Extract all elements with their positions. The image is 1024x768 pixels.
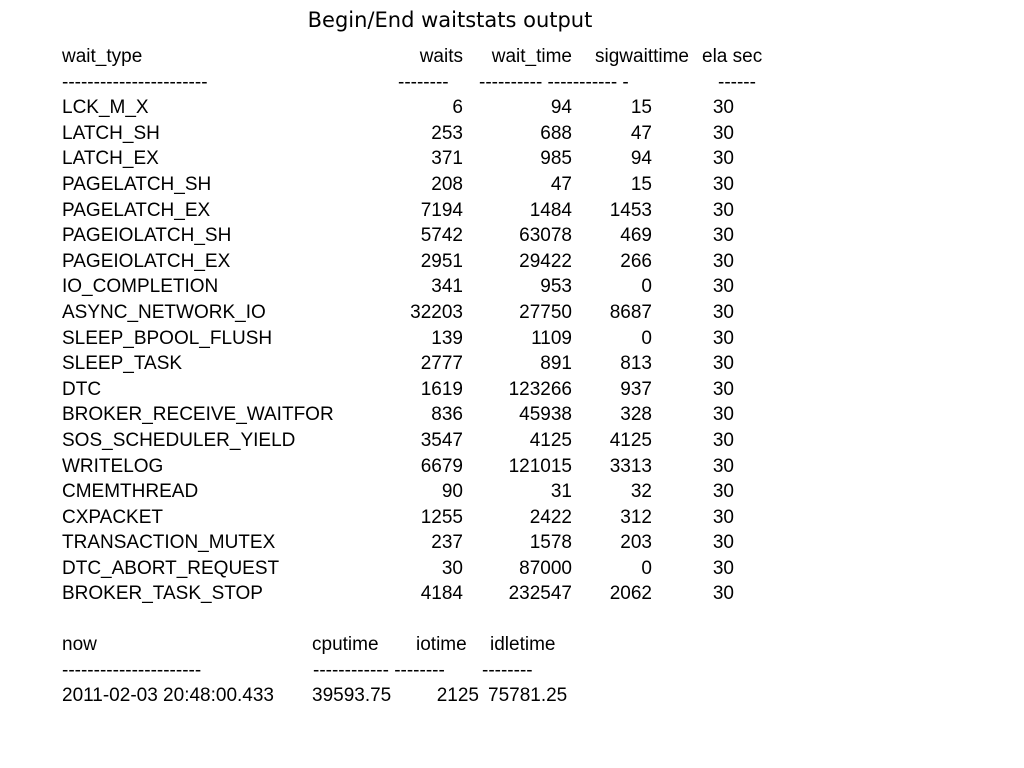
cell-ela-sec: 30 (712, 404, 734, 426)
cell-waits: 341 (431, 276, 463, 298)
table-row (62, 351, 782, 377)
cell-waits: 139 (431, 327, 463, 349)
table-row (62, 172, 782, 198)
summary-value-row (62, 683, 662, 709)
cell-wait-time: 688 (540, 122, 572, 144)
table-row (62, 402, 782, 428)
cell-sigwaittime: 266 (620, 250, 652, 272)
cell-ela-sec: 30 (712, 557, 734, 579)
cell-sigwaittime: 469 (620, 225, 652, 247)
cell-wait-type: LATCH_SH (62, 122, 160, 144)
table-row (62, 581, 782, 607)
value-iotime: 2125 (436, 685, 479, 707)
header-now: now (62, 634, 97, 655)
cell-sigwaittime: 312 (620, 506, 652, 528)
cell-wait-time: 63078 (519, 225, 572, 247)
cell-wait-type: PAGEIOLATCH_SH (62, 225, 232, 247)
cell-waits: 1255 (420, 506, 463, 528)
cell-wait-type: TRANSACTION_MUTEX (62, 532, 276, 554)
cell-wait-type: SLEEP_BPOOL_FLUSH (62, 327, 273, 349)
separator-ela-sec: ------ (718, 71, 756, 93)
cell-wait-type: BROKER_RECEIVE_WAITFOR (62, 404, 334, 426)
cell-sigwaittime: 0 (641, 276, 652, 298)
header-ela-sec: ela sec (702, 46, 763, 67)
cell-ela-sec: 30 (712, 583, 734, 605)
separator-wait-type: ----------------------- (62, 71, 208, 93)
cell-wait-type: BROKER_TASK_STOP (62, 583, 263, 605)
page-title: Begin/End waitstats output (307, 8, 593, 32)
cell-wait-time: 94 (550, 97, 572, 119)
cell-wait-time: 1578 (529, 532, 572, 554)
cell-wait-type: LATCH_EX (62, 148, 159, 170)
cell-ela-sec: 30 (712, 481, 734, 503)
cell-sigwaittime: 4125 (609, 429, 652, 451)
table-row (62, 249, 782, 275)
waitstats-header-row (62, 44, 782, 70)
value-idletime: 75781.25 (488, 685, 568, 707)
cell-wait-type: CMEMTHREAD (62, 481, 199, 503)
table-row (62, 326, 782, 352)
cell-wait-time: 2422 (529, 506, 572, 528)
separator-wait-time-sig: ---------- ----------- - (479, 71, 629, 93)
cell-sigwaittime: 32 (630, 481, 652, 503)
cell-wait-type: CXPACKET (62, 506, 164, 528)
table-row (62, 146, 782, 172)
cell-ela-sec: 30 (712, 199, 734, 221)
cell-wait-time: 1484 (529, 199, 572, 221)
waitstats-separator-row (62, 70, 782, 96)
value-now: 2011-02-03 20:48:00.433 (62, 685, 274, 707)
separator-waits: -------- (398, 71, 449, 93)
cell-ela-sec: 30 (712, 506, 734, 528)
waitstats-body (62, 95, 782, 607)
value-cputime: 39593.75 (312, 685, 392, 707)
cell-ela-sec: 30 (712, 353, 734, 375)
cell-ela-sec: 30 (712, 378, 734, 400)
cell-ela-sec: 30 (712, 429, 734, 451)
cell-wait-time: 47 (550, 173, 572, 195)
cell-wait-time: 45938 (519, 404, 572, 426)
cell-ela-sec: 30 (712, 455, 734, 477)
table-row (62, 300, 782, 326)
cell-sigwaittime: 0 (641, 327, 652, 349)
cell-wait-time: 123266 (508, 378, 572, 400)
header-iotime: iotime (416, 634, 467, 655)
cell-wait-type: WRITELOG (62, 455, 164, 477)
cell-wait-type: PAGELATCH_SH (62, 173, 212, 195)
cell-waits: 1619 (420, 378, 463, 400)
cell-wait-type: ASYNC_NETWORK_IO (62, 301, 266, 323)
cell-wait-type: PAGELATCH_EX (62, 199, 211, 221)
cell-ela-sec: 30 (712, 148, 734, 170)
cell-wait-time: 29422 (519, 250, 572, 272)
cell-waits: 90 (441, 481, 463, 503)
header-wait-type: wait_type (62, 46, 143, 67)
table-row (62, 479, 782, 505)
header-waits: waits (419, 46, 463, 67)
cell-wait-time: 27750 (519, 301, 572, 323)
cell-sigwaittime: 15 (630, 173, 652, 195)
cell-ela-sec: 30 (712, 250, 734, 272)
cell-wait-type: PAGEIOLATCH_EX (62, 250, 231, 272)
cell-sigwaittime: 94 (630, 148, 652, 170)
table-row (62, 505, 782, 531)
table-row (62, 428, 782, 454)
cell-wait-type: SOS_SCHEDULER_YIELD (62, 429, 296, 451)
table-row (62, 556, 782, 582)
cell-waits: 6 (452, 97, 463, 119)
cell-wait-time: 232547 (508, 583, 572, 605)
cell-wait-type: IO_COMPLETION (62, 276, 219, 298)
cell-ela-sec: 30 (712, 225, 734, 247)
cell-wait-time: 891 (540, 353, 572, 375)
cell-wait-time: 4125 (529, 429, 572, 451)
cell-sigwaittime: 328 (620, 404, 652, 426)
header-wait-time: wait_time (491, 46, 572, 67)
table-row (62, 198, 782, 224)
cell-ela-sec: 30 (712, 532, 734, 554)
cell-waits: 2777 (420, 353, 463, 375)
cell-wait-type: SLEEP_TASK (62, 353, 183, 375)
cell-waits: 371 (431, 148, 463, 170)
cell-sigwaittime: 47 (630, 122, 652, 144)
cell-sigwaittime: 813 (620, 353, 652, 375)
cell-sigwaittime: 3313 (609, 455, 652, 477)
table-row (62, 530, 782, 556)
cell-wait-time: 121015 (508, 455, 572, 477)
table-row (62, 95, 782, 121)
summary-header-row (62, 632, 662, 658)
waitstats-table (62, 44, 782, 607)
cell-sigwaittime: 1453 (609, 199, 652, 221)
cell-waits: 4184 (420, 583, 463, 605)
cell-waits: 3547 (420, 429, 463, 451)
cell-wait-type: LCK_M_X (62, 97, 149, 119)
cell-waits: 32203 (410, 301, 463, 323)
cell-ela-sec: 30 (712, 173, 734, 195)
separator-idle: -------- (482, 659, 533, 681)
cell-ela-sec: 30 (712, 97, 734, 119)
cell-wait-time: 31 (550, 481, 572, 503)
separator-now: ---------------------- (62, 659, 202, 681)
cell-wait-type: DTC (62, 378, 102, 400)
table-row (62, 274, 782, 300)
cell-waits: 30 (441, 557, 463, 579)
separator-cpu-io: ------------ -------- (313, 659, 445, 681)
summary-separator-row (62, 658, 662, 684)
cell-ela-sec: 30 (712, 327, 734, 349)
cell-sigwaittime: 0 (641, 557, 652, 579)
table-row (62, 377, 782, 403)
cell-sigwaittime: 937 (620, 378, 652, 400)
cell-sigwaittime: 2062 (609, 583, 652, 605)
summary-table (62, 632, 662, 709)
cell-ela-sec: 30 (712, 276, 734, 298)
cell-ela-sec: 30 (712, 301, 734, 323)
cell-wait-time: 953 (540, 276, 572, 298)
cell-waits: 2951 (420, 250, 463, 272)
table-row (62, 223, 782, 249)
cell-waits: 253 (431, 122, 463, 144)
cell-sigwaittime: 15 (630, 97, 652, 119)
header-idletime: idletime (490, 634, 556, 655)
header-cputime: cputime (312, 634, 379, 655)
cell-waits: 5742 (420, 225, 463, 247)
cell-sigwaittime: 203 (620, 532, 652, 554)
cell-waits: 836 (431, 404, 463, 426)
cell-waits: 237 (431, 532, 463, 554)
cell-waits: 6679 (420, 455, 463, 477)
cell-ela-sec: 30 (712, 122, 734, 144)
table-row (62, 121, 782, 147)
cell-wait-time: 87000 (519, 557, 572, 579)
cell-waits: 7194 (420, 199, 463, 221)
cell-sigwaittime: 8687 (609, 301, 652, 323)
cell-wait-time: 1109 (531, 327, 572, 349)
table-row (62, 454, 782, 480)
cell-waits: 208 (431, 173, 463, 195)
header-sigwaittime: sigwaittime (595, 46, 689, 67)
cell-wait-time: 985 (540, 148, 572, 170)
cell-wait-type: DTC_ABORT_REQUEST (62, 557, 280, 579)
